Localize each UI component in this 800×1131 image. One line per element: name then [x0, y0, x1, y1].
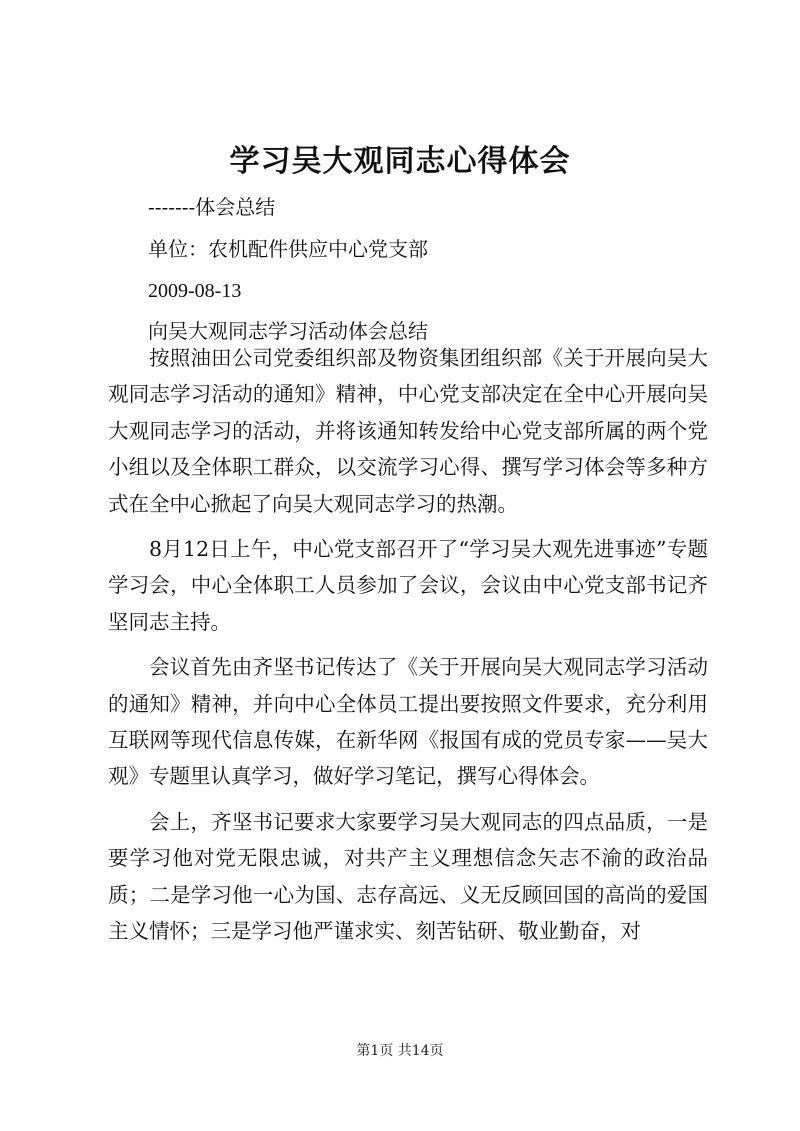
document-subtitle: -------体会总结: [148, 195, 276, 219]
document-heading: 向吴大观同志学习活动体会总结: [148, 319, 428, 343]
document-body: [108, 340, 708, 959]
body-paragraph-1: 按照油田公司党委组织部及物资集团组织部《关于开展向吴大观同志学习活动的通知》精神，中心党支部决定在全中心开展向吴大观同志学习的活动，并将该通知转发给中心党支部所属的两个党小组以及全体职工群众，以交流学习心得、撰写学习体会等多种方式在全中心掀起了向吴大观同志学习的热潮。: [108, 346, 708, 516]
page-footer: 第1页 共14页: [356, 1043, 444, 1059]
body-paragraph-2: 8月12日上午，中心党支部召开了“学习吴大观先进事迹”专题学习会，中心全体职工人员参加了会议，会议由中心党支部书记齐坚同志主持。: [108, 537, 708, 634]
document-date: 2009-08-13: [148, 280, 242, 302]
document-unit: 单位：农机配件供应中心党支部: [148, 237, 428, 261]
body-paragraph-4: 会上，齐坚书记要求大家要学习吴大观同志的四点品质，一是要学习他对党无限忠诚，对共产主义理想信念矢志不渝的政治品质；二是学习他一心为国、志存高远、义无反顾回国的高尚的爱国主义情怀；三是学习他严谨求实、刻苦钻研、敬业勤奋，对: [108, 809, 708, 944]
document-title: 学习吴大观同志心得体会: [229, 144, 571, 179]
body-paragraph-3: 会议首先由齐坚书记传达了《关于开展向吴大观同志学习活动的通知》精神，并向中心全体员工提出要按照文件要求，充分利用互联网等现代信息传媒，在新华网《报国有成的党员专家——吴大观》专题里认真学习，做好学习笔记，撰写心得体会。: [108, 655, 708, 789]
